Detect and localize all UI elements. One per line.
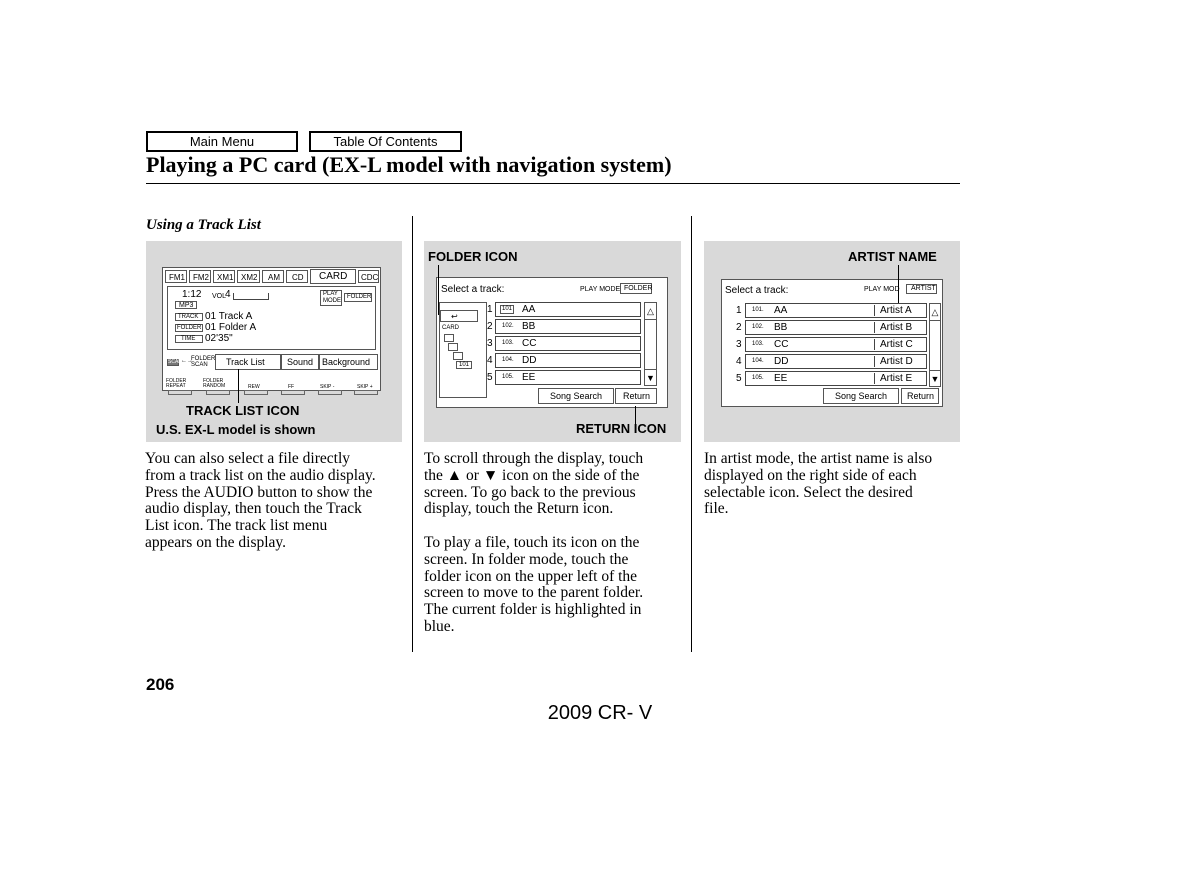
col3-paragraph: In artist mode, the artist name is also displayed on the right side of each selectable icon. Select the desired file. <box>704 450 933 518</box>
mp3-badge: MP3 <box>175 301 197 309</box>
track-index: 5 <box>487 372 493 383</box>
sound-button[interactable]: Sound <box>281 354 319 370</box>
folder-random-label: FOLDER RANDOM <box>203 378 226 389</box>
tab-fm1[interactable]: FM1 <box>165 270 187 283</box>
model-caption: U.S. EX-L model is shown <box>156 422 316 437</box>
folder-mode-button[interactable]: FOLDER <box>344 293 372 302</box>
current-folder-icon[interactable]: 101 <box>456 361 472 369</box>
pointer-line <box>438 265 439 315</box>
tab-card[interactable]: CARD <box>310 269 356 284</box>
folder-icon <box>448 343 458 351</box>
track-value: 01 Track A <box>205 311 253 322</box>
track-select-screen <box>436 277 668 408</box>
footer-model: 2009 CR- V <box>547 702 653 724</box>
ff-label: FF <box>288 384 295 390</box>
return-icon-caption: RETURN ICON <box>576 421 667 436</box>
play-mode-label: PLAY MOD <box>864 286 900 293</box>
folder-mode-button[interactable]: FOLDER <box>620 283 652 294</box>
column-divider <box>412 216 413 652</box>
section-heading: Using a Track List <box>146 217 261 233</box>
play-mode-button[interactable]: PLAY MODE <box>320 290 342 306</box>
artist-name-caption: ARTIST NAME <box>848 249 937 264</box>
skip-minus-label: SKIP - <box>320 384 335 390</box>
column-divider <box>691 216 692 652</box>
hard-key[interactable] <box>281 390 305 395</box>
artist-mode-figure <box>704 241 960 442</box>
song-search-button[interactable]: Song Search <box>823 388 899 404</box>
audio-display-figure <box>146 241 402 442</box>
track-index: 4 <box>487 355 493 366</box>
folder-tree <box>439 302 487 398</box>
hard-key[interactable] <box>244 390 268 395</box>
scroll-down-icon[interactable]: ▼ <box>930 370 940 387</box>
skip-plus-label: SKIP + <box>357 384 373 390</box>
track-index: 2 <box>736 322 742 333</box>
folder-mode-figure <box>424 241 681 442</box>
folder-repeat-label: FOLDER REPEAT <box>166 378 187 389</box>
scan-tag[interactable]: SCAN <box>168 359 182 365</box>
parent-folder-icon[interactable]: ↩ <box>440 310 478 322</box>
audio-screen <box>162 267 381 391</box>
volume-bar <box>233 293 269 300</box>
track-index: 5 <box>736 373 742 384</box>
hard-key[interactable] <box>168 390 192 395</box>
track-row[interactable]: 101 AA <box>495 302 641 317</box>
vol-value: 4 <box>225 289 231 300</box>
col2-paragraph-1: To scroll through the display, touch the ▲ or ▼ icon on the side of the screen. To go back to the previous display, touch the Return icon. <box>424 450 644 518</box>
scrollbar[interactable] <box>644 302 657 386</box>
select-track-label: Select a track: <box>725 285 789 296</box>
song-search-button[interactable]: Song Search <box>538 388 614 404</box>
track-index: 1 <box>736 305 742 316</box>
tab-cdc[interactable]: CDC <box>358 270 379 283</box>
folder-tag: FOLDER <box>177 325 202 331</box>
col1-paragraph: You can also select a file directly from a track list on the audio display. Press the AUDIO button to show the audio display, then touch the Track List icon. The track list menu appears on the display. <box>145 450 376 551</box>
tab-fm2[interactable]: FM2 <box>189 270 211 283</box>
track-row[interactable]: 104. DD Artist D <box>745 354 927 369</box>
track-row[interactable]: 101. AA Artist A <box>745 303 927 318</box>
arrow-icon: ←→ <box>181 358 193 364</box>
table-of-contents-button[interactable]: Table Of Contents <box>309 131 462 152</box>
page-title: Playing a PC card (EX-L model with navigation system) <box>146 152 672 177</box>
background-button[interactable]: Background <box>319 354 378 370</box>
track-row[interactable]: 105. EE <box>495 370 641 385</box>
track-tag: TRACK <box>175 313 203 321</box>
return-button[interactable]: Return <box>615 388 657 404</box>
hard-key[interactable] <box>354 390 378 395</box>
select-track-label: Select a track: <box>441 284 505 295</box>
time-value: 02'35" <box>205 333 233 344</box>
tab-xm1[interactable]: XM1 <box>213 270 235 283</box>
main-menu-button[interactable]: Main Menu <box>146 131 298 152</box>
folder-value: 01 Folder A <box>205 322 257 333</box>
track-index: 4 <box>736 356 742 367</box>
return-button[interactable]: Return <box>901 388 939 404</box>
track-list-icon-caption: TRACK LIST ICON <box>186 403 300 418</box>
col2-paragraph-2: To play a file, touch its icon on the screen. In folder mode, touch the folder icon on the upper left of the screen to move to the parent folder. The current folder is highlighted in blue. <box>424 534 644 635</box>
track-row[interactable]: 102. BB <box>495 319 641 334</box>
folder-icon-caption: FOLDER ICON <box>428 249 518 264</box>
play-time: 1:12 <box>182 289 202 300</box>
card-label: CARD <box>442 325 460 331</box>
pointer-line <box>238 369 239 403</box>
hard-key[interactable] <box>206 390 230 395</box>
track-index: 1 <box>487 304 493 315</box>
title-rule <box>146 183 960 184</box>
folder-icon <box>453 352 463 360</box>
track-row[interactable]: 103. CC Artist C <box>745 337 927 352</box>
scroll-down-icon[interactable]: ▼ <box>645 369 656 386</box>
play-mode-label: PLAY MODE <box>580 286 621 293</box>
folder-scan-label: FOLDER SCAN <box>191 356 216 368</box>
track-row[interactable]: 103. CC <box>495 336 641 351</box>
folder-icon <box>444 334 454 342</box>
time-tag: TIME <box>175 335 203 343</box>
hard-key[interactable] <box>318 390 342 395</box>
track-row[interactable]: 105. EE Artist E <box>745 371 927 386</box>
track-index: 3 <box>736 339 742 350</box>
scroll-up-icon[interactable]: △ <box>645 303 656 320</box>
pointer-line <box>898 265 899 303</box>
track-index: 3 <box>487 338 493 349</box>
page-number: 206 <box>146 675 175 694</box>
artist-mode-button[interactable]: ARTIST <box>906 284 937 294</box>
rew-label: REW <box>248 384 260 390</box>
tab-xm2[interactable]: XM2 <box>237 270 260 283</box>
track-index: 2 <box>487 321 493 332</box>
track-select-screen <box>721 279 943 407</box>
tab-am[interactable]: AM <box>262 270 284 283</box>
track-list-button[interactable]: Track List <box>215 354 281 370</box>
track-row[interactable]: 104. DD <box>495 353 641 368</box>
scroll-up-icon[interactable]: △ <box>930 304 940 321</box>
vol-label: VOL <box>212 293 227 300</box>
now-playing-area <box>167 286 376 350</box>
tab-cd[interactable]: CD <box>286 270 308 283</box>
scrollbar[interactable] <box>929 303 941 387</box>
track-row[interactable]: 102. BB Artist B <box>745 320 927 335</box>
